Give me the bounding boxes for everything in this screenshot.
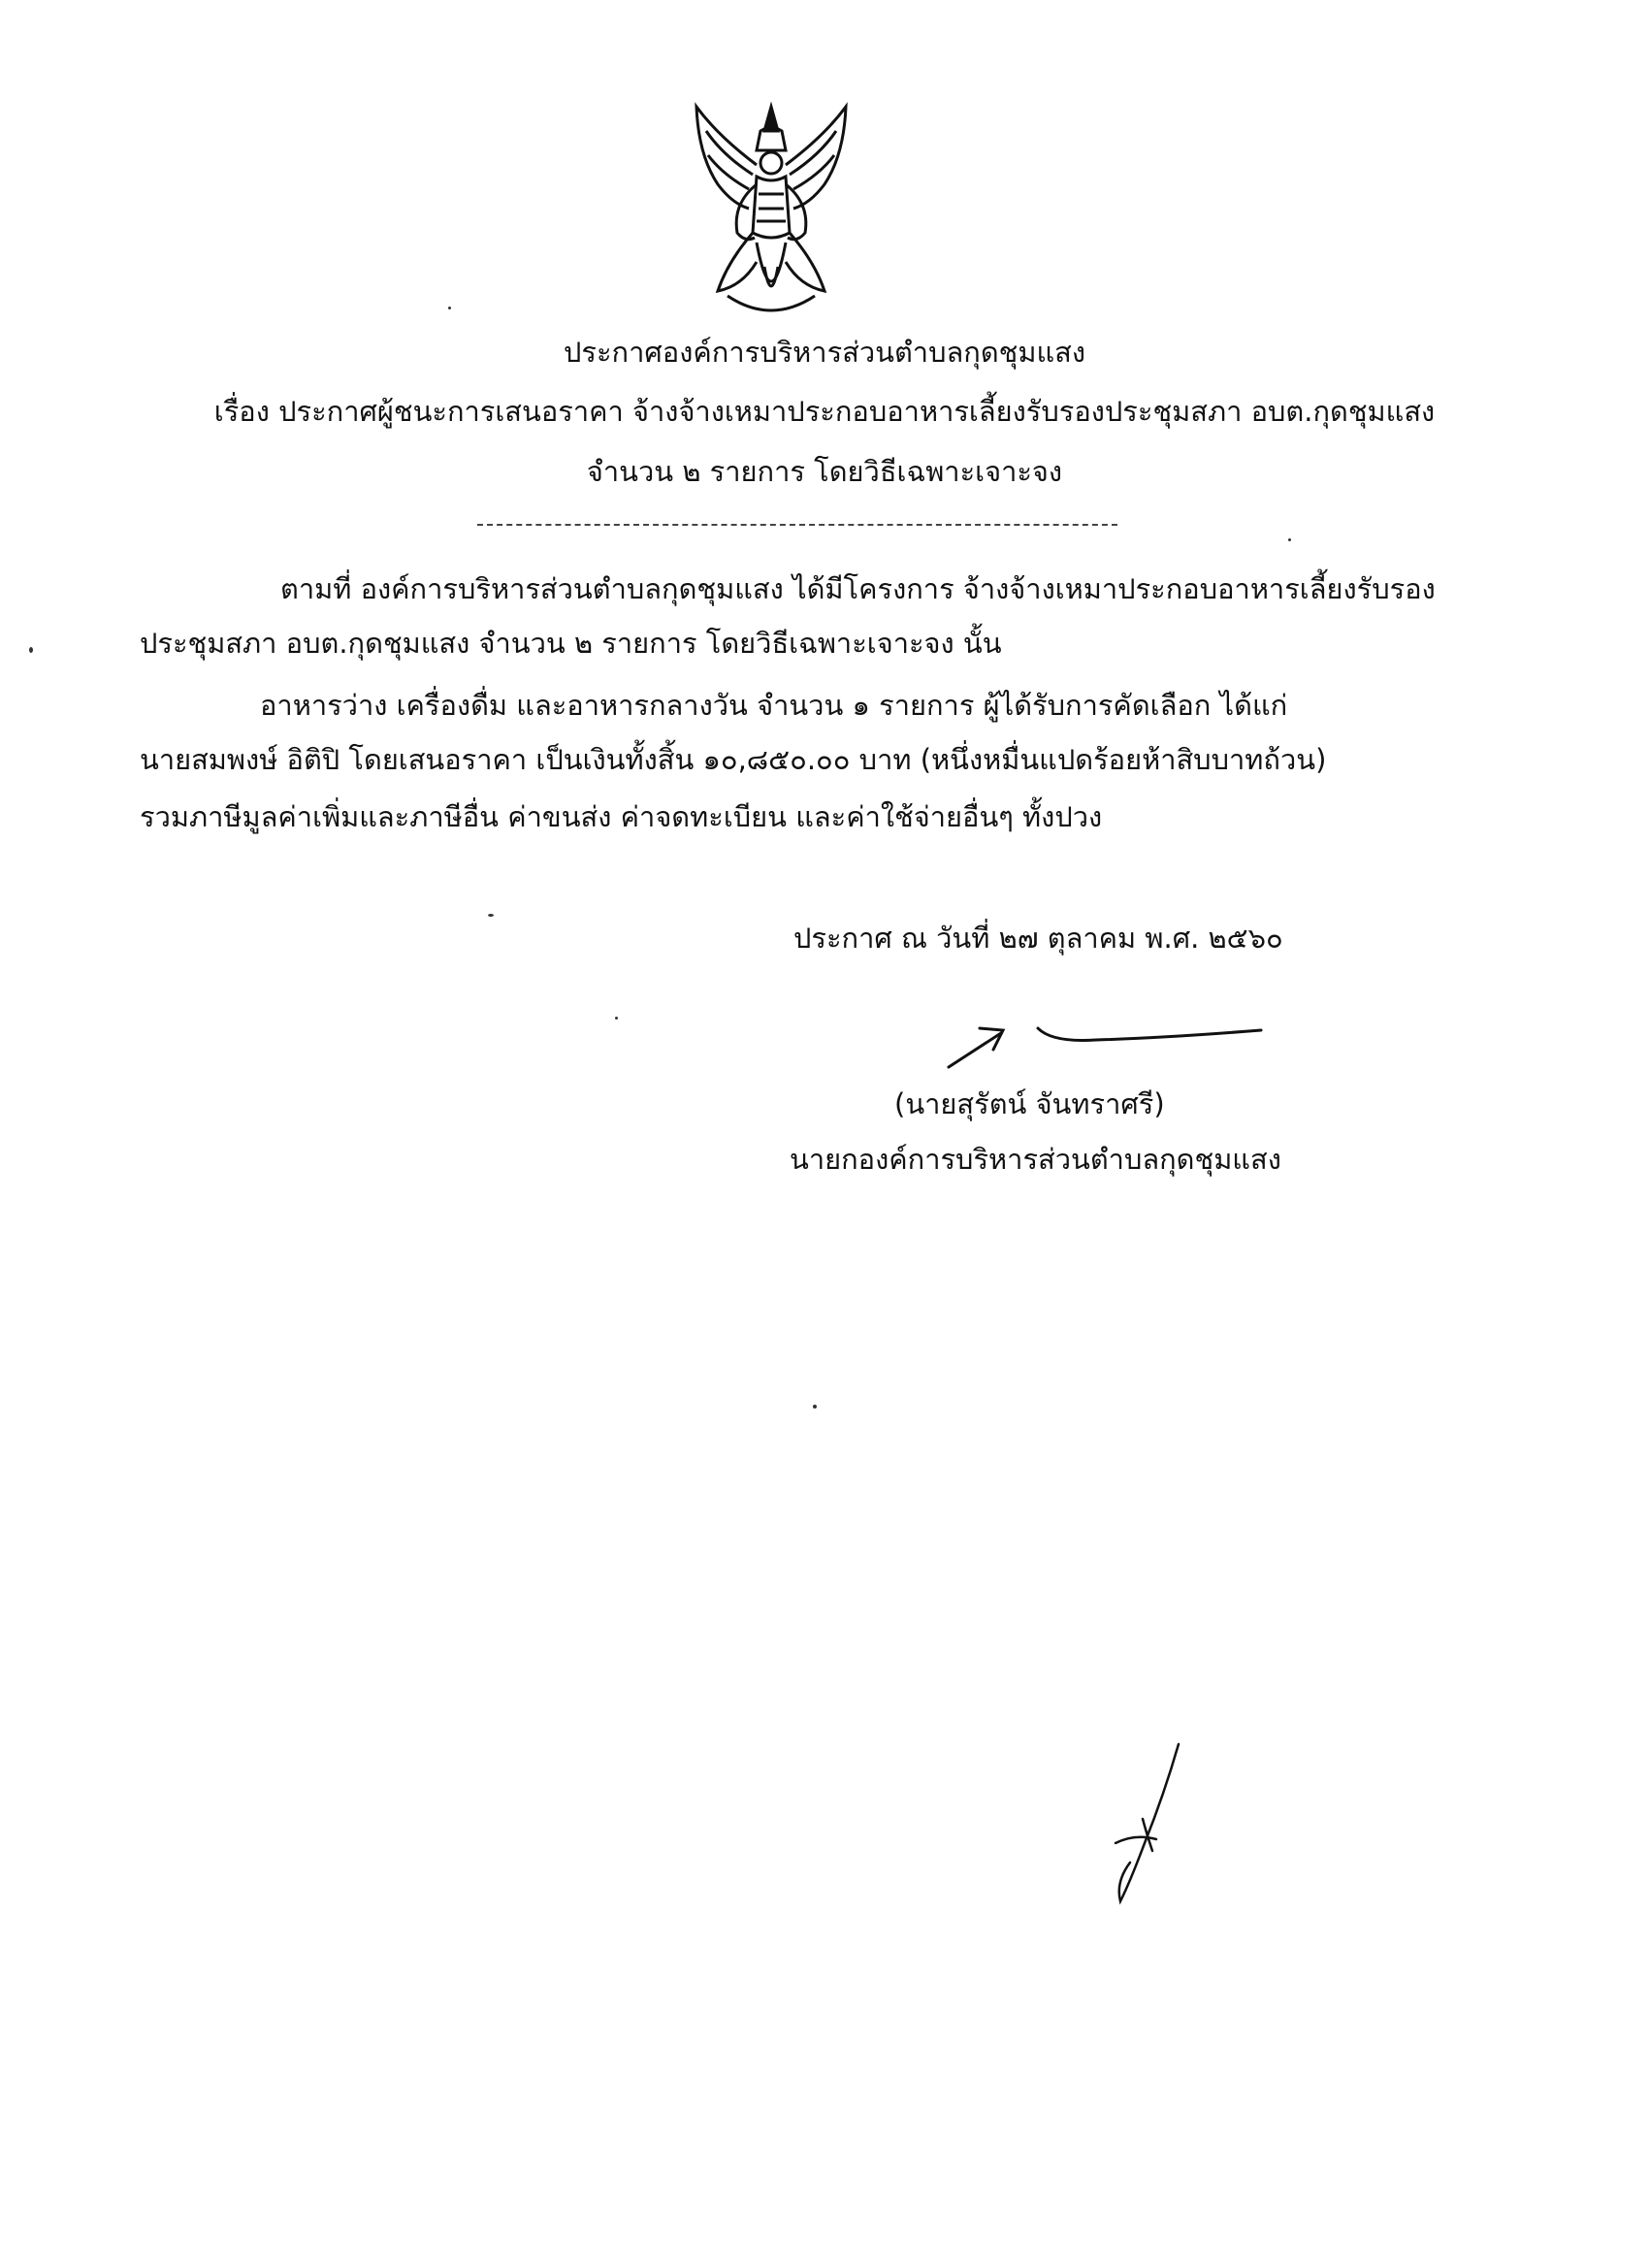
scan-speck [29, 647, 33, 653]
paragraph-2-line-3: รวมภาษีมูลค่าเพิ่มและภาษีอื่น ค่าขนส่ง ค่าจดทะเบียน และค่าใช้จ่ายอื่นๆ ทั้งปวง [140, 800, 1103, 833]
scan-speck [615, 1017, 618, 1020]
handwritten-signature [941, 1009, 1280, 1086]
scan-speck [1288, 538, 1291, 541]
handwritten-initial [1096, 1736, 1193, 1911]
paragraph-1-line-2: ประชุมสภา อบต.กุดชุมแสง จำนวน ๒ รายการ โดยวิธีเฉพาะเจาะจง นั้น [140, 627, 1002, 660]
announcement-date: ประกาศ ณ วันที่ ๒๗ ตุลาคม พ.ศ. ๒๕๖๐ [793, 922, 1283, 955]
scan-speck [488, 914, 494, 917]
document-subject: เรื่อง ประกาศผู้ชนะการเสนอราคา จ้างจ้างเหมาประกอบอาหารเลี้ยงรับรองประชุมสภา อบต.กุดชุมแสง [213, 395, 1436, 428]
scan-speck [448, 307, 451, 309]
signer-name: (นายสุรัตน์ จันทราศรี) [894, 1087, 1165, 1120]
document-subject-line2: จำนวน ๒ รายการ โดยวิธีเฉพาะเจาะจง [586, 455, 1063, 488]
signer-title: นายกองค์การบริหารส่วนตำบลกุดชุมแสง [790, 1143, 1281, 1176]
separator-rule [477, 524, 1117, 526]
paragraph-2-line-2: นายสมพงษ์ อิติปิ โดยเสนอราคา เป็นเงินทั้งสิ้น ๑๐,๘๕๐.๐๐ บาท (หนึ่งหมื่นแปดร้อยห้าสิบบาทถ้วน) [140, 743, 1327, 776]
document-title: ประกาศองค์การบริหารส่วนตำบลกุดชุมแสง [563, 336, 1085, 369]
scan-speck [813, 1405, 817, 1409]
paragraph-1-line-1: ตามที่ องค์การบริหารส่วนตำบลกุดชุมแสง ได้มีโครงการ จ้างจ้างเหมาประกอบอาหารเลี้ยงรับรอง [280, 572, 1436, 605]
paragraph-2-line-1: อาหารว่าง เครื่องดื่ม และอาหารกลางวัน จำนวน ๑ รายการ ผู้ได้รับการคัดเลือก ได้แก่ [260, 689, 1288, 722]
garuda-emblem-icon [689, 97, 854, 330]
